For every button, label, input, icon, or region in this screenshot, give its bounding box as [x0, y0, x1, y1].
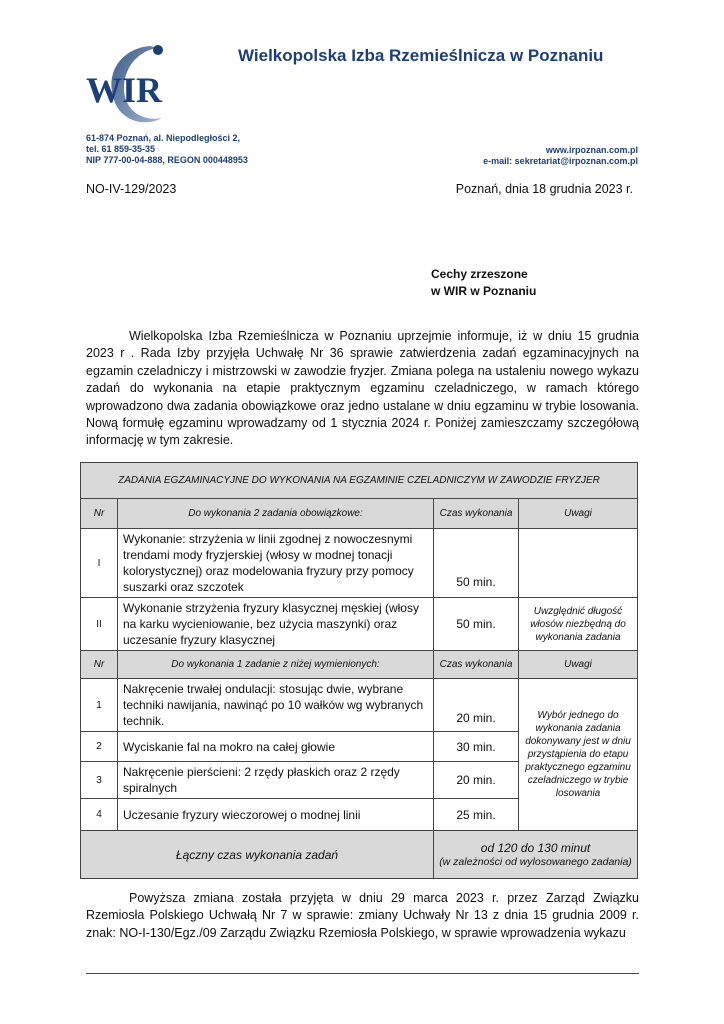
- column-header-nr: Nr: [81, 499, 118, 529]
- total-note: (w zależności od wylosowanego zadania): [439, 855, 632, 868]
- row-number: 3: [81, 762, 118, 799]
- total-value: [434, 831, 638, 879]
- exam-tasks-table: [80, 462, 638, 879]
- table-title: ZADANIA EGZAMINACYJNE DO WYKONANIA NA EGZAMINIE CZELADNICZYM W ZAWODZIE FRYZJER: [81, 463, 638, 499]
- recipient: [431, 266, 536, 300]
- footer-divider: [86, 973, 639, 974]
- row-number: I: [81, 529, 118, 598]
- contact-address: [86, 133, 248, 166]
- task-time: 25 min.: [434, 799, 519, 831]
- document-reference: NO-IV-129/2023: [86, 182, 177, 196]
- row-number: II: [81, 598, 118, 651]
- column-header-time: Czas wykonania: [434, 499, 519, 529]
- task-time: 50 min.: [434, 529, 519, 598]
- row-number: 2: [81, 732, 118, 762]
- task-notes: Uwzględnić długość włosów niezbędną do wykonania zadania: [519, 598, 638, 651]
- task-description: Nakręcenie trwałej ondulacji: stosując dwie, wybrane techniki nawijania, nawinąć po 10 wałków wg wybranych technik.: [118, 679, 434, 732]
- column-header-time: Czas wykonania: [434, 651, 519, 679]
- task-description: Wykonanie strzyżenia fryzury klasycznej męskiej (włosy na karku wycieniowanie, bez użycia maszynki) oraz uczesanie fryzury klasycznej: [118, 598, 434, 651]
- contact-web: [483, 145, 638, 167]
- organization-name: Wielkopolska Izba Rzemieślnicza w Poznaniu: [238, 46, 604, 65]
- task-description: Uczesanie fryzury wieczorowej o modnej linii: [118, 799, 434, 831]
- table-row: [81, 598, 638, 651]
- column-header-task: Do wykonania 1 zadanie z niżej wymienionych:: [118, 651, 434, 679]
- svg-text:WIR: WIR: [86, 70, 163, 110]
- task-time: 30 min.: [434, 732, 519, 762]
- task-notes: [519, 529, 638, 598]
- place-and-date: Poznań, dnia 18 grudnia 2023 r.: [455, 182, 633, 196]
- column-header-task: Do wykonania 2 zadania obowiązkowe:: [118, 499, 434, 529]
- table-row: [81, 529, 638, 598]
- phone-line: tel. 61 859-35-35: [86, 144, 156, 154]
- task-description: Wyciskanie fal na mokro na całej głowie: [118, 732, 434, 762]
- task-description: Nakręcenie pierścieni: 2 rzędy płaskich oraz 2 rzędy spiralnych: [118, 762, 434, 799]
- table-row: [81, 679, 638, 732]
- email-link[interactable]: e-mail: sekretariat@irpoznan.com.pl: [483, 156, 638, 166]
- address-line: 61-874 Poznań, al. Niepodległości 2,: [86, 133, 241, 143]
- row-number: 4: [81, 799, 118, 831]
- total-row: [81, 831, 638, 879]
- task-time: 50 min.: [434, 598, 519, 651]
- task-description: Wykonanie: strzyżenia w linii zgodnej z nowoczesnymi trendami mody fryzjerskiej (włosy w modnej tonacji kolorystycznej) oraz modelowania fryzury przy pomocy suszarki oraz szczotek: [118, 529, 434, 598]
- shared-note: Wybór jednego do wykonania zadania dokonywany jest w dniu przystąpienia do etapu praktycznego egzaminu czeladniczego w trybie losowania: [519, 679, 638, 831]
- column-header-notes: Uwagi: [519, 651, 638, 679]
- column-header-notes: Uwagi: [519, 499, 638, 529]
- recipient-line: Cechy zrzeszone: [431, 267, 528, 281]
- website-link[interactable]: www.irpoznan.com.pl: [545, 145, 638, 155]
- tax-id-line: NIP 777-00-04-888, REGON 000448953: [86, 155, 248, 165]
- column-header-nr: Nr: [81, 651, 118, 679]
- total-label: Łączny czas wykonania zadań: [81, 831, 434, 879]
- row-number: 1: [81, 679, 118, 732]
- wir-logo: [84, 40, 180, 132]
- recipient-line: w WIR w Poznaniu: [431, 284, 537, 298]
- total-range: od 120 do 130 minut: [480, 840, 591, 855]
- body-paragraph: Powyższa zmiana została przyjęta w dniu 29 marca 2023 r. przez Zarząd Związku Rzemiosła Polskiego Uchwałą Nr 7 w sprawie: zmiany Uchwały Nr 13 z dnia 15 grudnia 2009 r. znak: NO-I-130/Egz./09 Zarządu Związku Rzemiosła Polskiego, w sprawie wprowadzenia wykazu: [86, 891, 639, 940]
- task-time: 20 min.: [434, 679, 519, 732]
- body-paragraph: Wielkopolska Izba Rzemieślnicza w Poznaniu uprzejmie informuje, iż w dniu 15 grudnia 2023 r . Rada Izby przyjęła Uchwałę Nr 36 sprawie zatwierdzenia zadań egzaminacyjnych na egzamin czeladniczy i mistrzowski w zawodzie fryzjer. Zmiana polega na ustaleniu nowego wykazu zadań do wykonania na etapie praktycznym egzaminu czeladniczego, w ramach którego wprowadzono dwa zadania obowiązkowe oraz jedno ustalane w dniu egzaminu w trybie losowania. Nową formułę egzaminu wprowadzamy od 1 stycznia 2024 r. Poniżej zamieszczamy szczegółową informację w tym zakresie.: [86, 329, 639, 448]
- task-time: 20 min.: [434, 762, 519, 799]
